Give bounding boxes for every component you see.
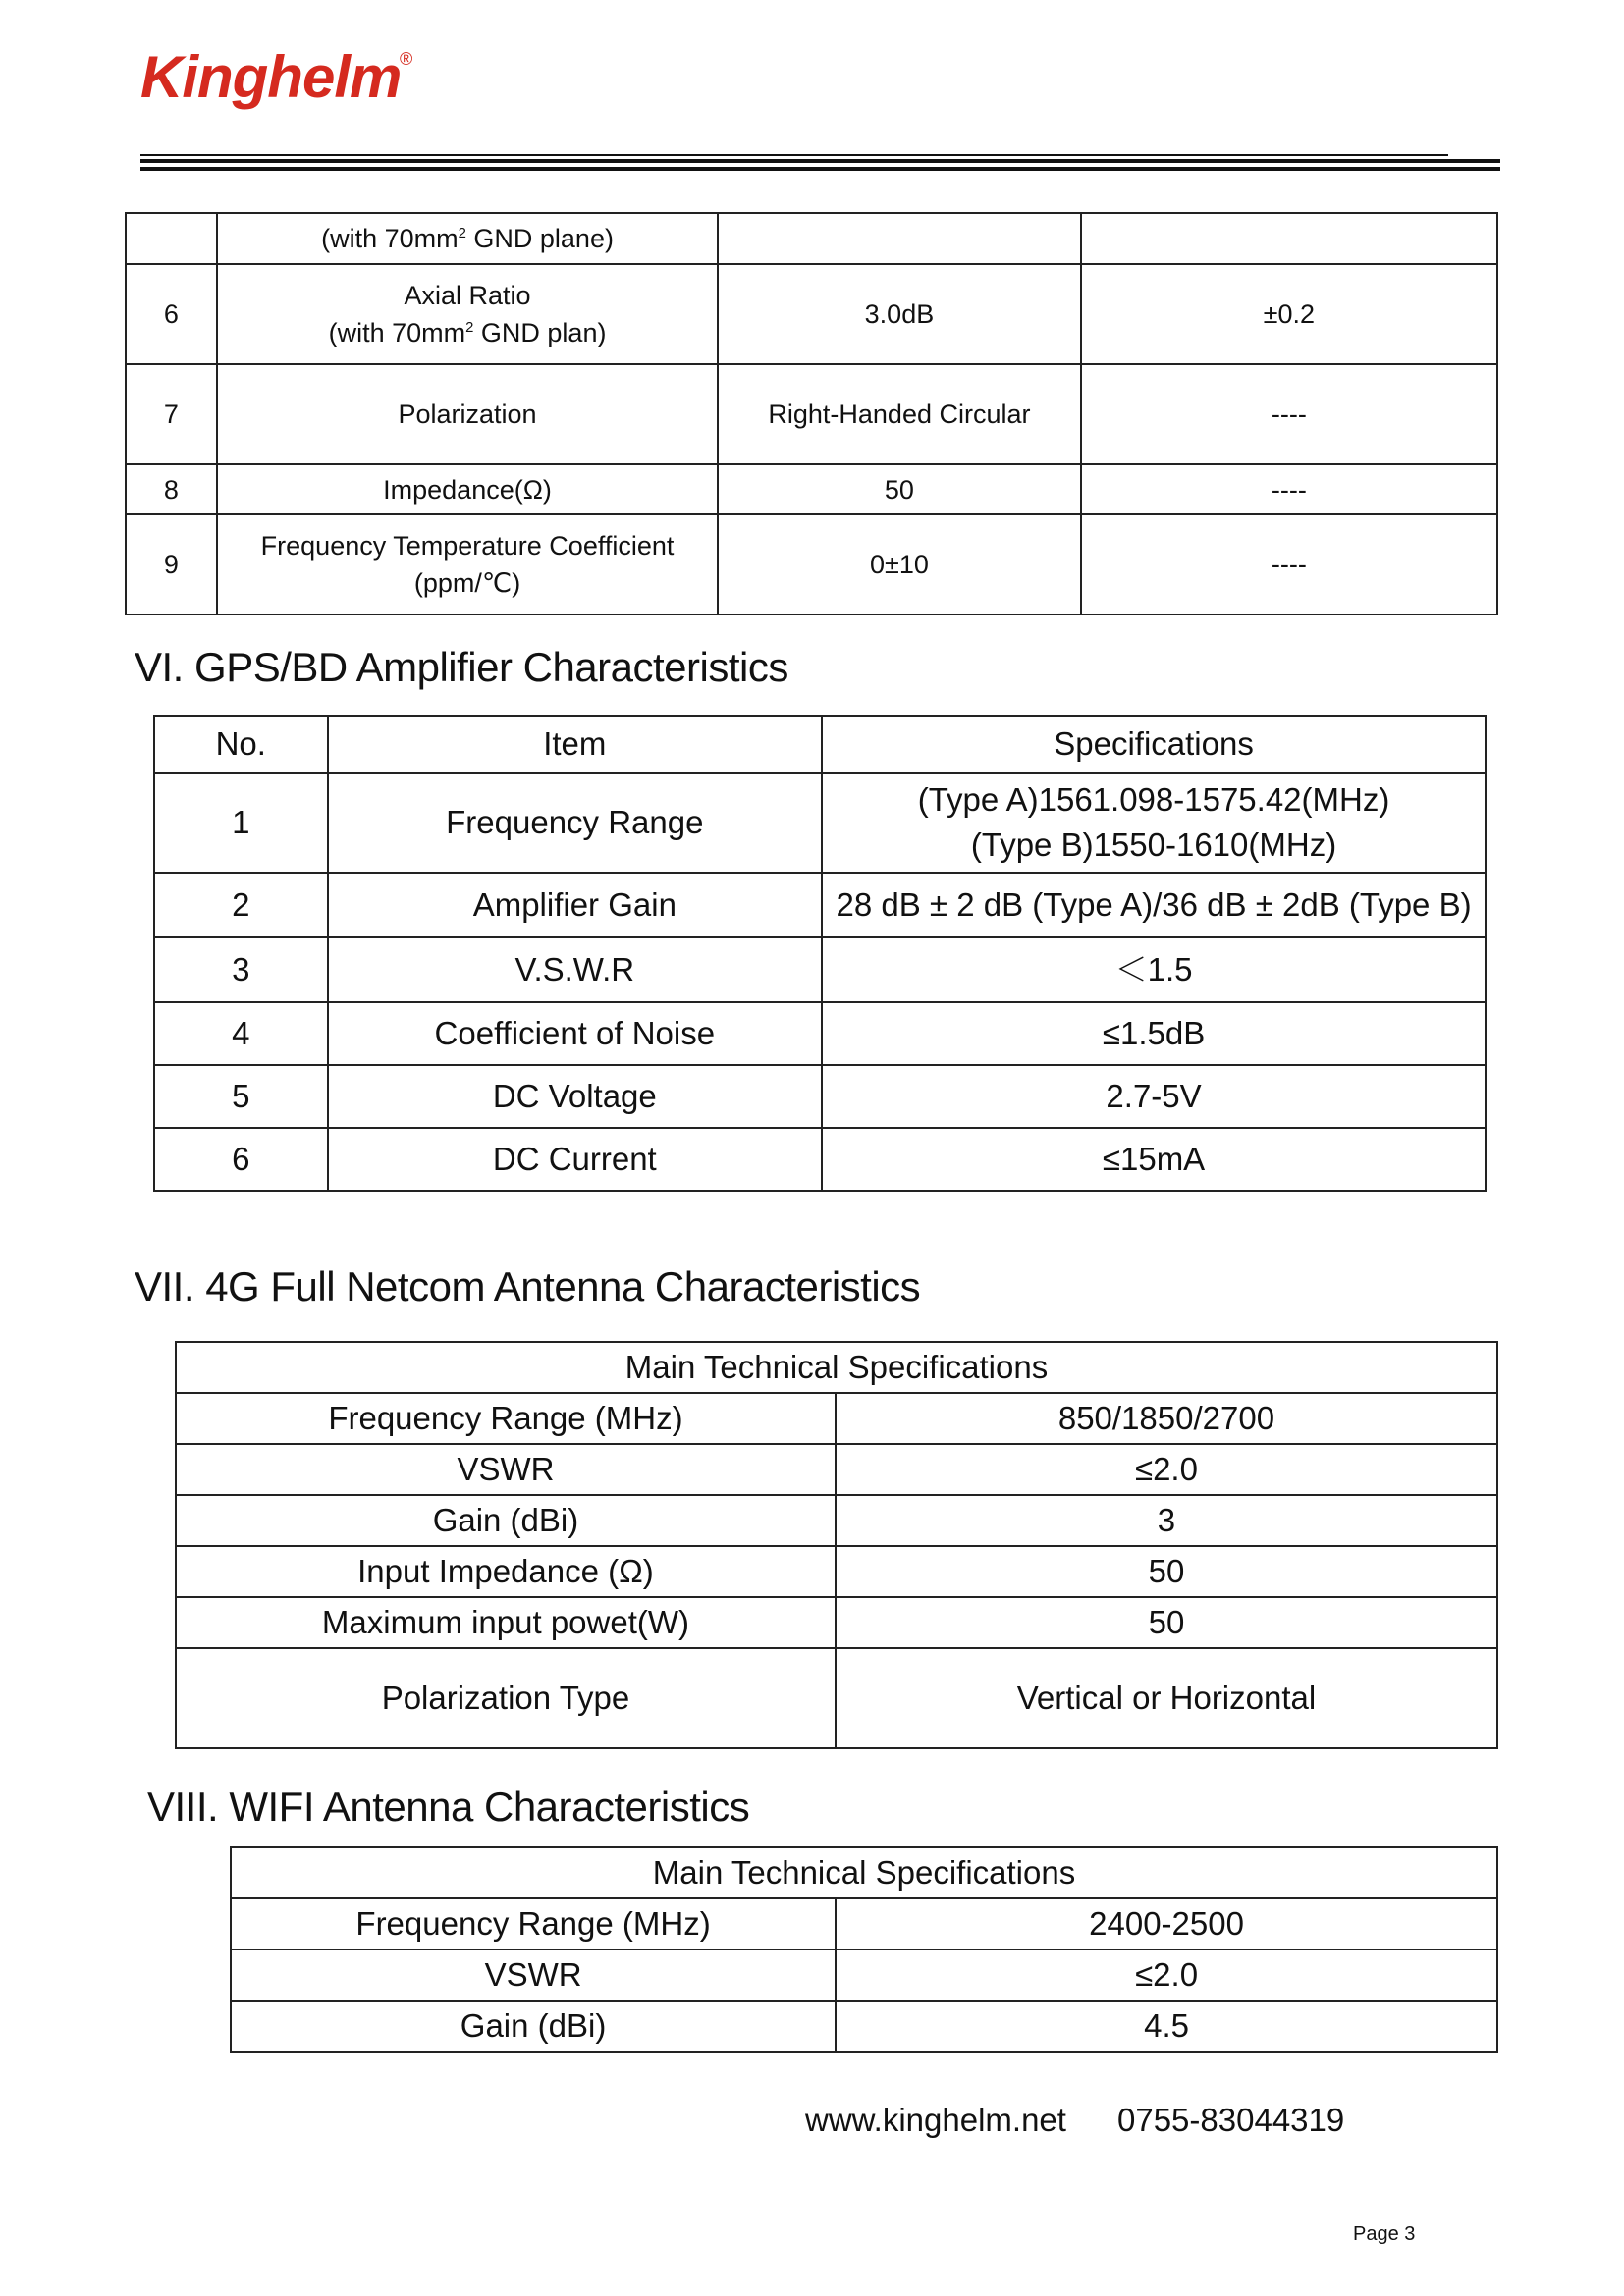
item-text: (with 70mm (321, 224, 459, 253)
cell-spec: 28 dB ± 2 dB (Type A)/36 dB ± 2dB (Type B) (822, 873, 1486, 937)
cell-no: 2 (154, 873, 328, 937)
cell-spec (718, 213, 1080, 264)
table-header-row (154, 716, 1486, 773)
cell-item: Frequency Range (328, 773, 823, 873)
table-row (231, 1949, 1497, 2001)
footer-phone: 0755-83044319 (1117, 2102, 1345, 2138)
cell-spec: 2.7-5V (822, 1065, 1486, 1128)
table-row (154, 1065, 1486, 1128)
table-row (126, 514, 1497, 614)
cell-spec: 0±10 (718, 514, 1080, 614)
item-line: Frequency Temperature Coefficient (260, 531, 675, 561)
table-row (176, 1444, 1497, 1495)
cell-item: Impedance(Ω) (217, 464, 718, 514)
cell-key: Frequency Range (MHz) (231, 1898, 836, 1949)
cell-key: Frequency Range (MHz) (176, 1393, 836, 1444)
cell-key: Input Impedance (Ω) (176, 1546, 836, 1597)
page-number: Page 3 (1353, 2223, 1416, 2245)
cell-no: 9 (126, 514, 217, 614)
cell-value: 50 (836, 1597, 1497, 1648)
cell-no: 3 (154, 937, 328, 1002)
header-rule-thick-2 (140, 167, 1500, 171)
table-caption: Main Technical Specifications (231, 1847, 1497, 1898)
section-title-wifi: VIII. WIFI Antenna Characteristics (147, 1784, 750, 1830)
table-row (126, 213, 1497, 264)
cell-spec: 3.0dB (718, 264, 1080, 364)
cell-value: 4.5 (836, 2001, 1497, 2052)
cell-item: Polarization (217, 364, 718, 464)
item-text: (with 70mm (328, 318, 466, 347)
cell-spec: ≤1.5dB (822, 1002, 1486, 1065)
spec-line: (Type B)1550-1610(MHz) (970, 827, 1337, 863)
superscript: 2 (458, 226, 466, 241)
cell-item (217, 514, 718, 614)
cell-value: Vertical or Horizontal (836, 1648, 1497, 1748)
table-row (126, 464, 1497, 514)
cell-tolerance: ---- (1081, 364, 1497, 464)
table-row (154, 1128, 1486, 1191)
cell-spec: ≤15mA (822, 1128, 1486, 1191)
cell-tolerance: ---- (1081, 464, 1497, 514)
cell-no: 6 (126, 264, 217, 364)
cell-tolerance: ---- (1081, 514, 1497, 614)
wifi-antenna-table (230, 1846, 1498, 2053)
cell-no: 1 (154, 773, 328, 873)
table-row (176, 1648, 1497, 1748)
cell-value: ≤2.0 (836, 1444, 1497, 1495)
table-row (231, 2001, 1497, 2052)
table-caption-row (231, 1847, 1497, 1898)
section-title-gps-bd: VI. GPS/BD Amplifier Characteristics (135, 644, 788, 690)
table-caption: Main Technical Specifications (176, 1342, 1497, 1393)
cell-item: Amplifier Gain (328, 873, 823, 937)
registered-mark: ® (400, 49, 413, 69)
cell-no (126, 213, 217, 264)
item-text: GND plane) (465, 224, 614, 253)
cell-value: ≤2.0 (836, 1949, 1497, 2001)
cell-no: 4 (154, 1002, 328, 1065)
header-item: Item (328, 716, 823, 773)
item-line: (ppm/℃) (413, 568, 521, 598)
cell-key: Gain (dBi) (176, 1495, 836, 1546)
cell-no: 6 (154, 1128, 328, 1191)
cell-key: Gain (dBi) (231, 2001, 836, 2052)
table-row (176, 1546, 1497, 1597)
item-text: GND plan) (473, 318, 607, 347)
cell-no: 5 (154, 1065, 328, 1128)
gps-bd-amplifier-table (153, 715, 1487, 1192)
cell-tolerance: ±0.2 (1081, 264, 1497, 364)
cell-tolerance (1081, 213, 1497, 264)
table-caption-row (176, 1342, 1497, 1393)
cell-key: VSWR (231, 1949, 836, 2001)
cell-key: VSWR (176, 1444, 836, 1495)
cell-item: V.S.W.R (328, 937, 823, 1002)
cell-value: 850/1850/2700 (836, 1393, 1497, 1444)
company-logo: Kinghelm (140, 44, 402, 110)
cell-value: 3 (836, 1495, 1497, 1546)
table-row (231, 1898, 1497, 1949)
table-row (176, 1495, 1497, 1546)
spec-line: (Type A)1561.098-1575.42(MHz) (917, 781, 1390, 818)
header-specifications: Specifications (822, 716, 1486, 773)
superscript: 2 (465, 320, 474, 336)
cell-value: 2400-2500 (836, 1898, 1497, 1949)
cell-spec (822, 773, 1486, 873)
cell-no: 8 (126, 464, 217, 514)
item-line (222, 314, 713, 351)
cell-spec: Right-Handed Circular (718, 364, 1080, 464)
section-title-4g: VII. 4G Full Netcom Antenna Characteristics (135, 1263, 921, 1309)
cell-value: 50 (836, 1546, 1497, 1597)
header-rule-thin (140, 154, 1448, 156)
cell-spec: ＜1.5 (822, 937, 1486, 1002)
table-row (176, 1393, 1497, 1444)
cell-item: DC Voltage (328, 1065, 823, 1128)
table-row (154, 773, 1486, 873)
item-line: Axial Ratio (404, 281, 531, 310)
cell-spec: 50 (718, 464, 1080, 514)
table-row (154, 1002, 1486, 1065)
cell-item: DC Current (328, 1128, 823, 1191)
cell-key: Polarization Type (176, 1648, 836, 1748)
4g-antenna-table (175, 1341, 1498, 1749)
cell-key: Maximum input powet(W) (176, 1597, 836, 1648)
table-row (126, 264, 1497, 364)
header-no: No. (154, 716, 328, 773)
cell-item: Coefficient of Noise (328, 1002, 823, 1065)
table-row (154, 873, 1486, 937)
footer-website: www.kinghelm.net (805, 2102, 1066, 2138)
table-row (126, 364, 1497, 464)
table-row (154, 937, 1486, 1002)
cell-item (217, 213, 718, 264)
spec-table-continued (125, 212, 1498, 615)
cell-item (217, 264, 718, 364)
table-row (176, 1597, 1497, 1648)
cell-no: 7 (126, 364, 217, 464)
header-rule-thick-1 (140, 159, 1500, 163)
